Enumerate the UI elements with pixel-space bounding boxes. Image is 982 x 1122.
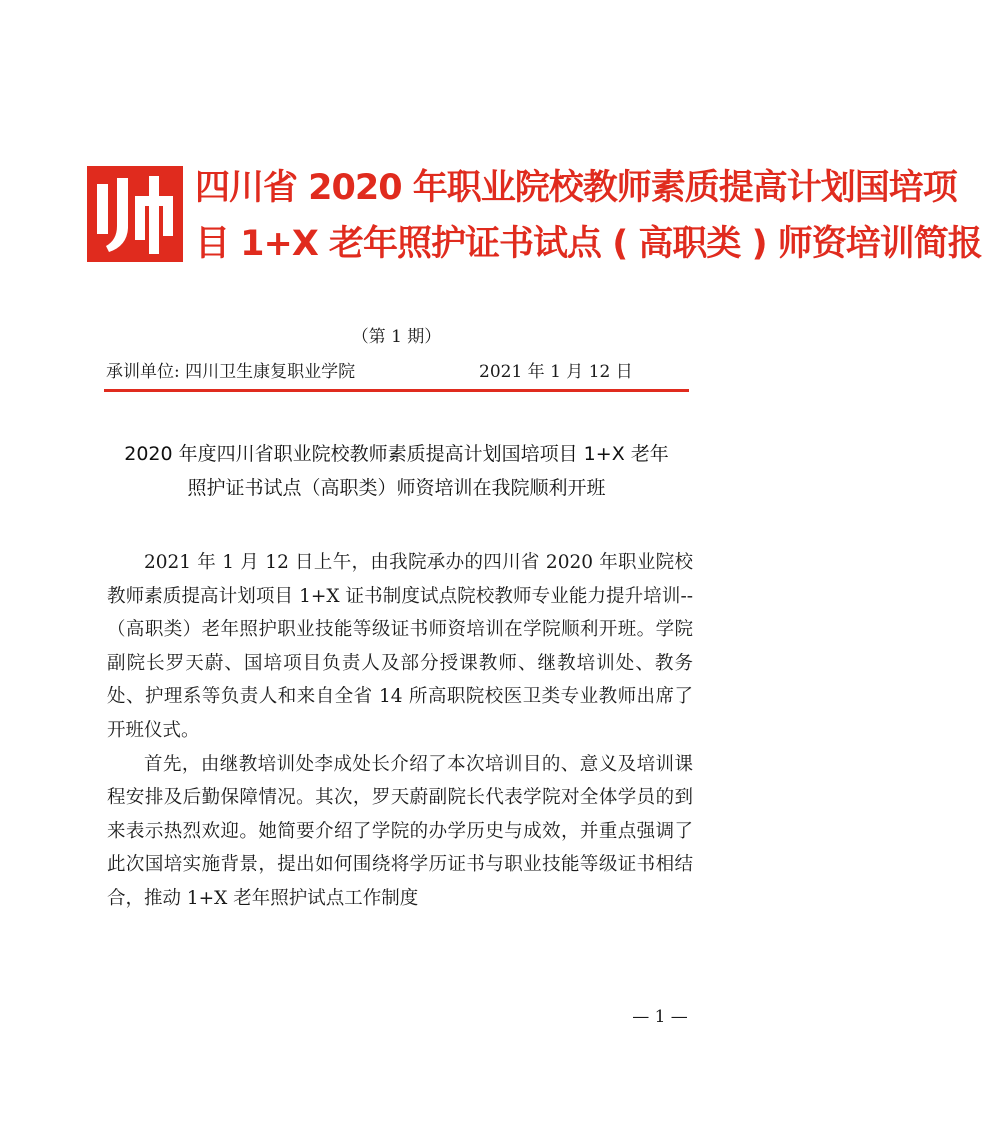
header-divider: [104, 389, 689, 392]
training-unit-label: 承训单位: 四川卫生康复职业学院: [106, 362, 356, 382]
paragraph-1: 2021 年 1 月 12 日上午，由我院承办的四川省 2020 年职业院校教师素质提高计划项目 1+X 证书制度试点院校教师专业能力提升培训--（高职类）老年照护职业技能等级证书师资培训在学院顺利开班。学院副院长罗天蔚、国培项目负责人及部分授课教师、继教培训处、教务处、护理系等负责人和来自全省 14 所高职院校医卫类专业教师出席了开班仪式。: [107, 552, 693, 741]
training-unit-line: [106, 357, 686, 382]
masthead-line-1: 四川省 2020 年职业院校教师素质提高计划国培项: [195, 168, 957, 208]
issue-number: （第 1 期）: [351, 327, 442, 347]
article-title-line-1: 2020 年度四川省职业院校教师素质提高计划国培项目 1+X 老年: [124, 443, 669, 465]
page-number: — 1 —: [632, 1007, 688, 1027]
newsletter-masthead: [195, 160, 982, 272]
college-logo-mark: [87, 166, 183, 262]
article-title-line-2: 照护证书试点（高职类）师资培训在我院顺利开班: [187, 477, 606, 499]
issue-date: 2021 年 1 月 12 日: [479, 362, 633, 382]
paragraph-2: 首先，由继教培训处李成处长介绍了本次培训目的、意义及培训课程安排及后勤保障情况。其次，罗天蔚副院长代表学院对全体学员的到来表示热烈欢迎。她简要介绍了学院的办学历史与成效，并重点强调了此次国培实施背景，提出如何围绕将学历证书与职业技能等级证书相结合，推动 1+X 老年照护试点工作制度: [107, 753, 693, 909]
article-title: [90, 437, 703, 505]
college-logo: [87, 166, 183, 262]
article-body: [107, 546, 693, 916]
masthead-line-2: 目 1+X 老年照护证书试点 ( 高职类 ) 师资培训简报: [195, 224, 982, 264]
